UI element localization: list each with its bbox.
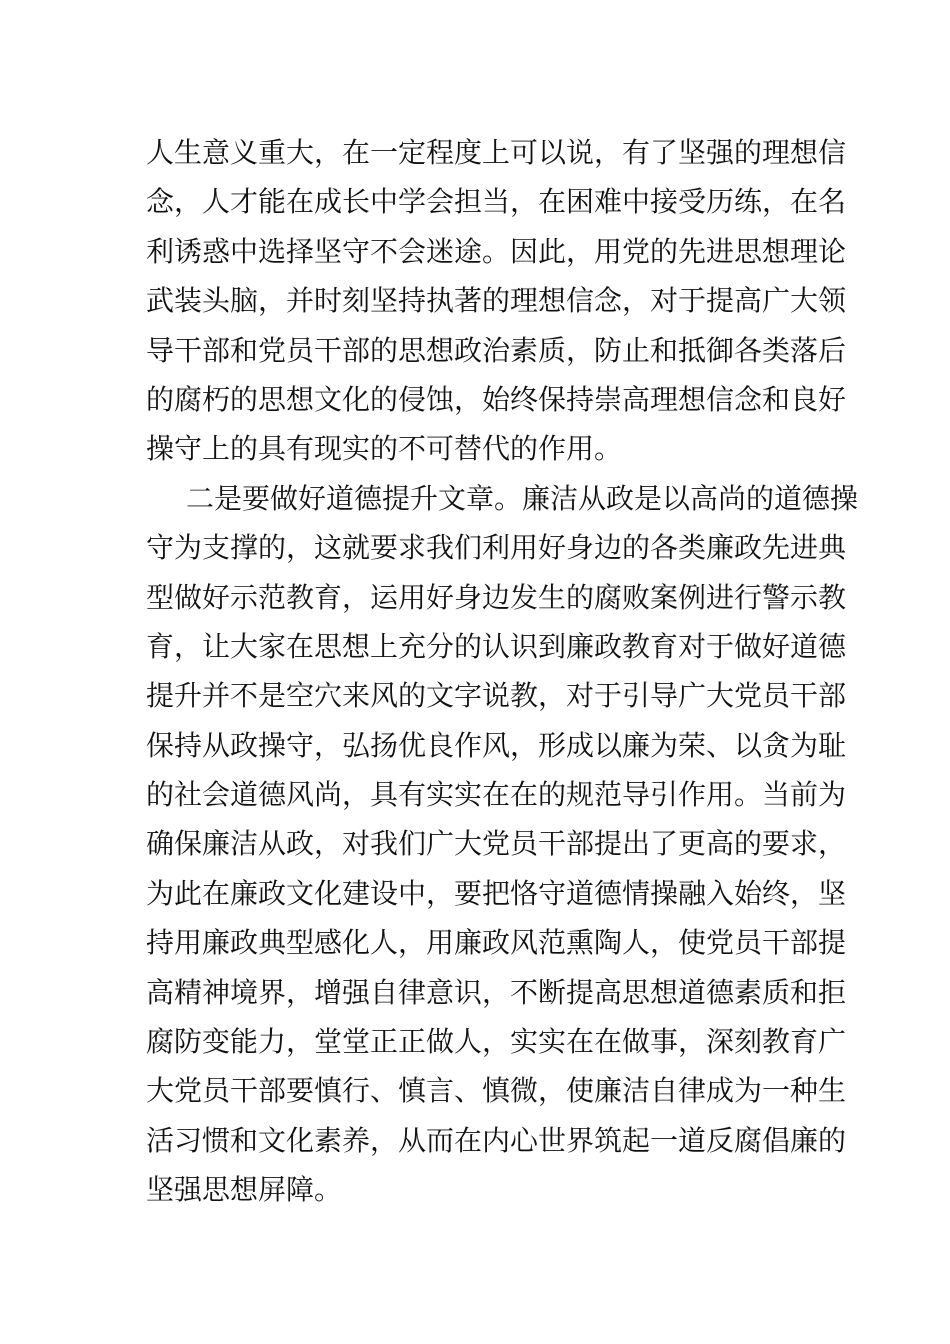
text-line: 型做好示范教育，运用好身边发生的腐败案例进行警示教 bbox=[146, 580, 847, 614]
text-line: 操守上的具有现实的不可替代的作用。 bbox=[146, 432, 623, 466]
document-body bbox=[146, 128, 859, 1215]
text-line: 大党员干部要慎行、慎言、慎微，使廉洁自律成为一种生 bbox=[146, 1074, 847, 1108]
text-line: 武装头脑，并时刻坚持执著的理想信念，对于提高广大领 bbox=[146, 284, 847, 318]
text-line: 高精神境界，增强自律意识，不断提高思想道德素质和拒 bbox=[146, 975, 847, 1009]
text-line: 坚强思想屏障。 bbox=[146, 1173, 343, 1207]
text-line: 活习惯和文化素养，从而在内心世界筑起一道反腐倡廉的 bbox=[146, 1123, 847, 1157]
text-line: 二是要做好道德提升文章。廉洁从政是以高尚的道德操 bbox=[186, 481, 859, 515]
text-line: 的社会道德风尚，具有实实在在的规范导引作用。当前为 bbox=[146, 778, 847, 812]
paragraph-continuation bbox=[146, 128, 847, 474]
text-line: 持用廉政典型感化人，用廉政风范熏陶人，使党员干部提 bbox=[146, 926, 847, 960]
paragraph-moral-improvement bbox=[146, 474, 859, 1215]
text-line: 念，人才能在成长中学会担当，在困难中接受历练，在名 bbox=[146, 185, 847, 219]
text-line: 提升并不是空穴来风的文字说教，对于引导广大党员干部 bbox=[146, 679, 847, 713]
text-line: 人生意义重大，在一定程度上可以说，有了坚强的理想信 bbox=[146, 136, 847, 169]
text-line: 育，让大家在思想上充分的认识到廉政教育对于做好道德 bbox=[146, 629, 847, 663]
text-line: 确保廉洁从政，对我们广大党员干部提出了更高的要求， bbox=[146, 827, 847, 861]
text-line: 利诱惑中选择坚守不会迷途。因此，用党的先进思想理论 bbox=[146, 234, 847, 268]
text-line: 保持从政操守，弘扬优良作风，形成以廉为荣、以贪为耻 bbox=[146, 728, 847, 762]
text-line: 腐防变能力，堂堂正正做人，实实在在做事，深刻教育广 bbox=[146, 1025, 847, 1059]
text-line: 导干部和党员干部的思想政治素质，防止和抵御各类落后 bbox=[146, 333, 847, 367]
text-line: 的腐朽的思想文化的侵蚀，始终保持崇高理想信念和良好 bbox=[146, 382, 847, 416]
text-line: 为此在廉政文化建设中，要把恪守道德情操融入始终，坚 bbox=[146, 876, 847, 910]
text-line: 守为支撑的，这就要求我们利用好身边的各类廉政先进典 bbox=[146, 531, 847, 565]
